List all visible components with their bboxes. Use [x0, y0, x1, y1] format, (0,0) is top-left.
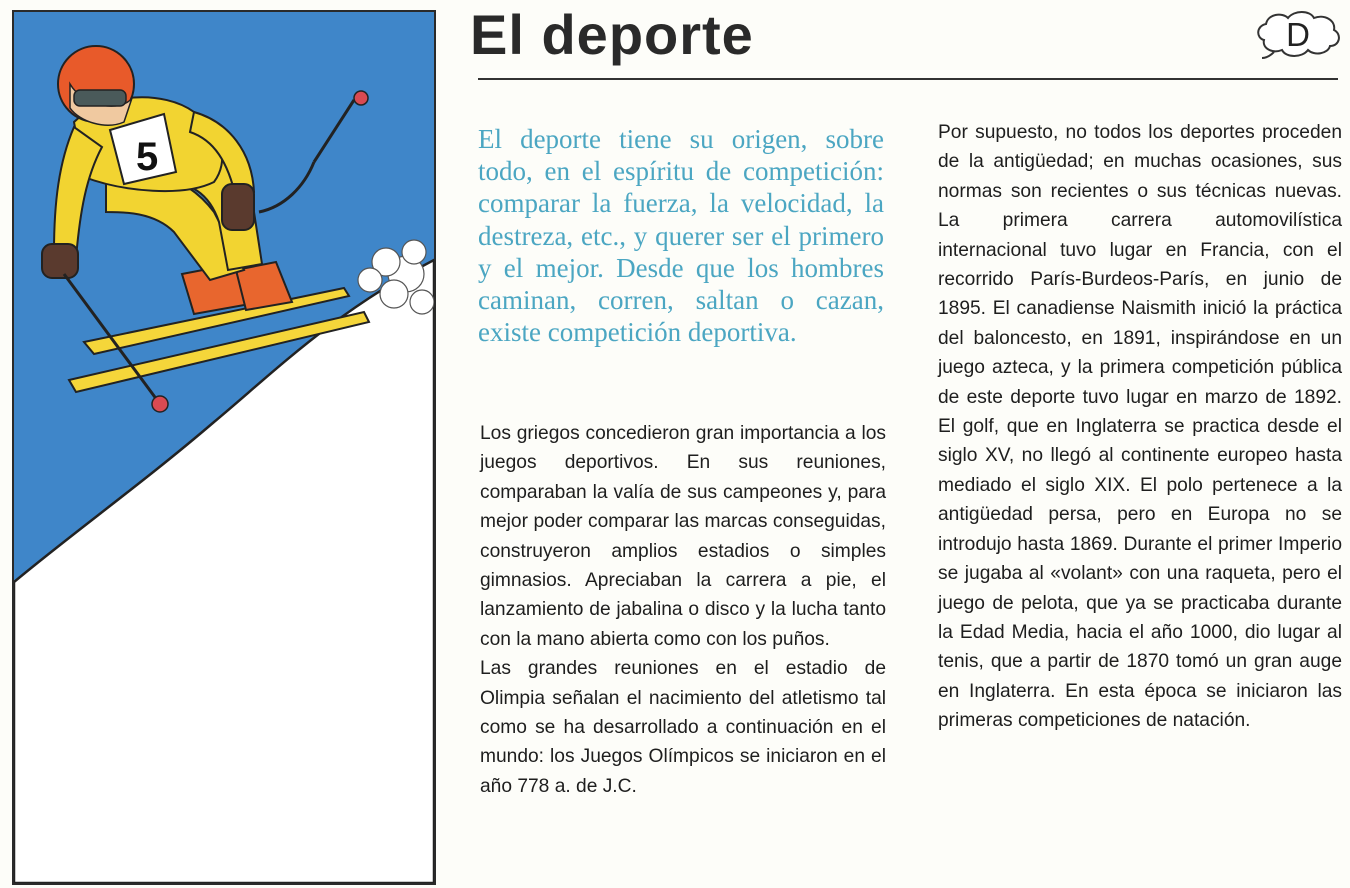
page-title: El deporte	[470, 3, 754, 66]
glove-left	[42, 244, 78, 278]
title-divider	[478, 78, 1338, 80]
letter-badge	[1252, 10, 1344, 62]
badge-letter: D	[1286, 16, 1310, 53]
text-column-left	[480, 419, 886, 801]
paragraph: Las grandes reuniones en el estadio de Olimpia señalan el nacimiento del atletismo tal como se ha desarrollado a continuación en el mundo: los Juegos Olímpicos se iniciaron en el año 778 a. de J.C.	[480, 658, 886, 797]
glove-right	[222, 184, 254, 230]
goggles	[74, 90, 126, 106]
pole-basket-right	[354, 91, 368, 105]
skier-illustration	[12, 10, 436, 885]
pole-basket-left	[152, 396, 168, 412]
intro-lead-text: El deporte tiene su origen, sobre todo, en el espíritu de competición: comparar la fuerza, la velocidad, la destreza, etc., y querer ser el primero y el mejor. Desde que los hombres caminan, corren, saltan o cazan, existe competición deportiva.	[478, 124, 884, 348]
paragraph: Por supuesto, no todos los deportes proceden de la antigüedad; en muchas ocasiones, sus normas son recientes o sus técnicas nuevas. La primera carrera automovilística internacional tuvo lugar en Francia, con el recorrido París-Burdeos-París, en junio de 1895. El canadiense Naismith inició la práctica del baloncesto, en 1891, inspirándose en un juego azteca, y la primera competición pública de este deporte tuvo lugar en marzo de 1892. El golf, que en Inglaterra se practica desde el siglo XV, no llegó al continente europeo hasta mediado el siglo XIX. El polo pertenece a la antigüedad persa, pero en Europa no se introdujo hasta 1869. Durante el primer Imperio se jugaba al «volant» con una raqueta, pero el juego de pelota, que ya se practicaba durante la Edad Media, hacia el año 1000, dio lugar al tenis, que a partir de 1870 tomó un gran auge en Inglaterra. En esta época se iniciaron las primeras competiciones de natación.	[938, 122, 1342, 732]
skier-drawing	[14, 12, 434, 883]
bib-number: 5	[136, 135, 159, 179]
paragraph: Los griegos concedieron gran importancia a los juegos deportivos. En sus reuniones, comparaban la valía de sus campeones y, para mejor poder comparar las marcas conseguidas, construyeron amplios estadios o simples gimnasios. Apreciaban la carrera a pie, el lanzamiento de jabalina o disco y la lucha tanto con la mano abierta como con los puños.	[480, 423, 886, 650]
text-column-right	[938, 118, 1342, 736]
